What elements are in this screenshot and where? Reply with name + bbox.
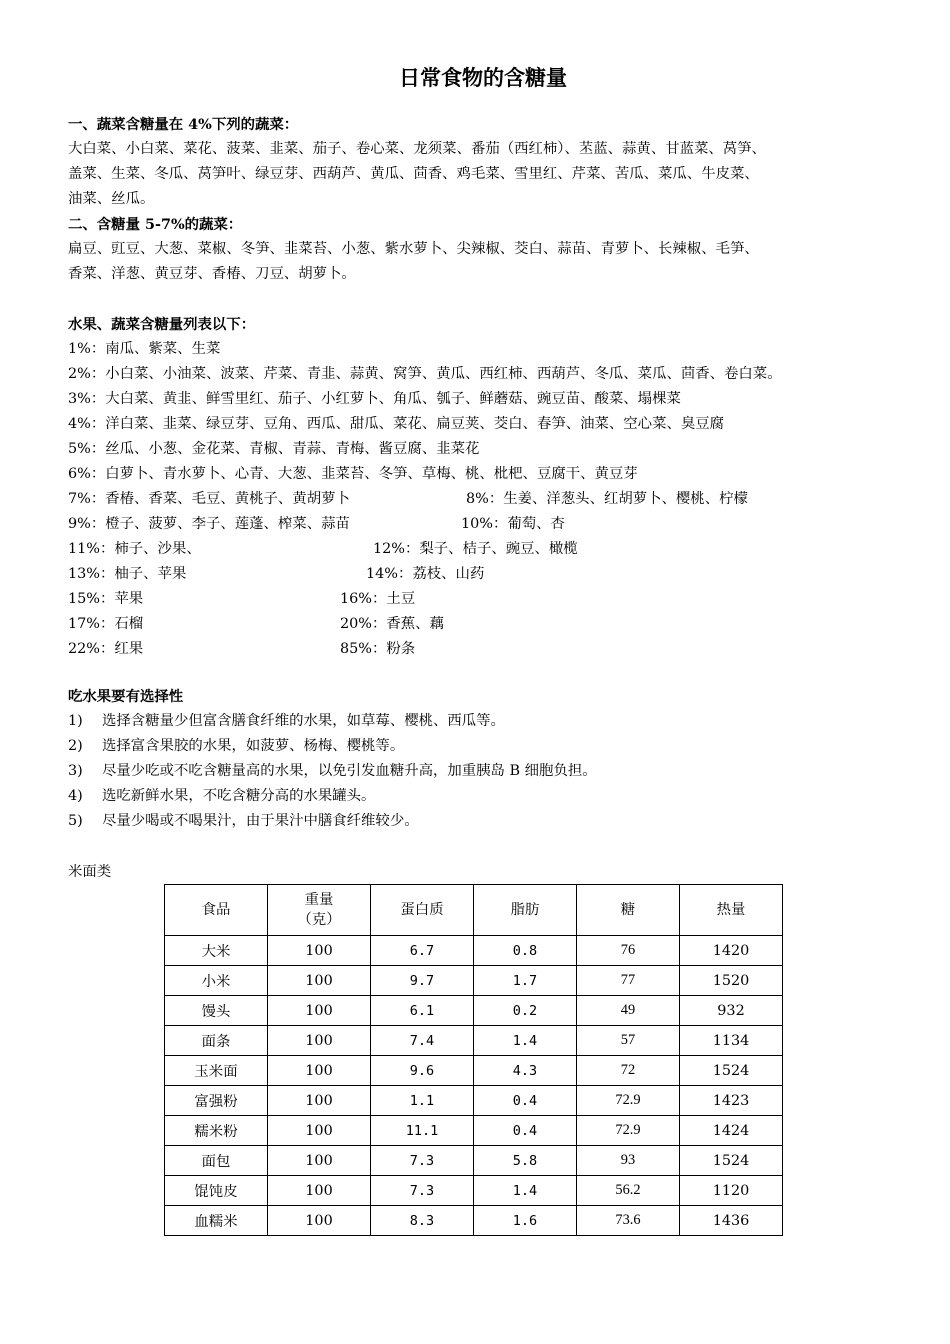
table-row xyxy=(165,1206,783,1236)
section-heading: 水果、蔬菜含糖量列表以下： xyxy=(68,316,256,333)
text-line: 大白菜、小白菜、菜花、菠菜、韭菜、茄子、卷心菜、龙须菜、番茄（西红柿）、苤蓝、蒜黄、甘蓝菜、莴笋、 xyxy=(68,141,766,157)
food-name-cell: 血糯米 xyxy=(165,1206,268,1236)
list-number: 3) xyxy=(68,763,83,779)
protein-cell: 7.3 xyxy=(371,1176,474,1206)
table-row xyxy=(165,1116,783,1146)
fat-cell: 0.4 xyxy=(474,1116,577,1146)
list-text: 尽量少吃或不吃含糖量高的水果，以免引发血糖升高，加重胰岛 B 细胞负担。 xyxy=(102,763,597,779)
sugar-pair-right: 8%：生姜、洋葱头、红胡萝卜、樱桃、柠檬 xyxy=(466,491,748,507)
fat-cell: 4.3 xyxy=(474,1056,577,1086)
food-name-cell: 大米 xyxy=(165,936,268,966)
table-row xyxy=(165,1176,783,1206)
sugar-line: 1%：南瓜、紫菜、生菜 xyxy=(68,341,221,357)
column-header-calories: 热量 xyxy=(680,885,783,936)
table-row xyxy=(165,1086,783,1116)
column-header-food: 食品 xyxy=(165,885,268,936)
protein-cell: 7.4 xyxy=(371,1026,474,1056)
fat-cell: 1.6 xyxy=(474,1206,577,1236)
list-number: 5) xyxy=(68,813,83,829)
sugar-pair-left: 13%：柚子、苹果 xyxy=(68,566,187,582)
list-item xyxy=(68,809,898,834)
list-number: 1) xyxy=(68,713,83,729)
table-row xyxy=(165,936,783,966)
protein-cell: 11.1 xyxy=(371,1116,474,1146)
list-item xyxy=(68,734,898,759)
sugar-line: 3%：大白菜、黄韭、鲜雪里红、茄子、小红萝卜、角瓜、瓠子、鲜蘑菇、豌豆苗、酸菜、塌棵菜 xyxy=(68,391,681,407)
sugar-pair-right: 14%：荔枝、山药 xyxy=(366,566,485,582)
weight-cell: 100 xyxy=(268,936,371,966)
food-name-cell: 馒头 xyxy=(165,996,268,1026)
weight-cell: 100 xyxy=(268,1056,371,1086)
weight-cell: 100 xyxy=(268,1026,371,1056)
sugar-line: 2%：小白菜、小油菜、波菜、芹菜、青韭、蒜黄、窝笋、黄瓜、西红柿、西葫芦、冬瓜、菜瓜、茴香、卷白菜。 xyxy=(68,366,782,382)
column-header-sugar: 糖 xyxy=(577,885,680,936)
calories-cell: 1134 xyxy=(680,1026,783,1056)
table-header-row xyxy=(165,885,783,936)
nutrition-table xyxy=(164,884,783,1236)
fat-cell: 1.7 xyxy=(474,966,577,996)
list-text: 选择富含果胶的水果，如菠萝、杨梅、樱桃等。 xyxy=(102,738,405,754)
protein-cell: 1.1 xyxy=(371,1086,474,1116)
fat-cell: 0.2 xyxy=(474,996,577,1026)
text-line: 扁豆、豇豆、大葱、菜椒、冬笋、韭菜苔、小葱、紫水萝卜、尖辣椒、茭白、蒜苗、青萝卜、长辣椒、毛笋、 xyxy=(68,241,759,257)
calories-cell: 1520 xyxy=(680,966,783,996)
sugar-cell: 49 xyxy=(577,996,680,1026)
list-item xyxy=(68,709,898,734)
sugar-pair-right: 12%：梨子、桔子、豌豆、橄榄 xyxy=(373,541,578,557)
calories-cell: 1524 xyxy=(680,1056,783,1086)
sugar-line: 4%：洋白菜、韭菜、绿豆芽、豆角、西瓜、甜瓜、菜花、扁豆荚、茭白、春笋、油菜、空心菜、臭豆腐 xyxy=(68,416,725,432)
weight-cell: 100 xyxy=(268,1086,371,1116)
sugar-cell: 76 xyxy=(577,936,680,966)
sugar-pair-right: 85%：粉条 xyxy=(340,641,416,657)
sugar-pair-right: 10%：葡萄、杏 xyxy=(461,516,565,532)
section-fruit-tips xyxy=(68,684,898,834)
weight-cell: 100 xyxy=(268,1206,371,1236)
fat-cell: 5.8 xyxy=(474,1146,577,1176)
sugar-cell: 77 xyxy=(577,966,680,996)
sugar-cell: 72.9 xyxy=(577,1116,680,1146)
sugar-pair-left: 9%：橙子、菠萝、李子、莲蓬、榨菜、蒜苗 xyxy=(68,516,350,532)
sugar-line: 6%：白萝卜、青水萝卜、心青、大葱、韭菜苔、冬笋、草梅、桃、枇杷、豆腐干、黄豆芽 xyxy=(68,466,638,482)
sugar-pair-row xyxy=(68,512,898,537)
sugar-cell: 56.2 xyxy=(577,1176,680,1206)
sugar-pair-left: 15%：苹果 xyxy=(68,591,144,607)
sugar-pair-row xyxy=(68,562,898,587)
column-header-fat: 脂肪 xyxy=(474,885,577,936)
table-row xyxy=(165,1056,783,1086)
food-name-cell: 小米 xyxy=(165,966,268,996)
fat-cell: 0.8 xyxy=(474,936,577,966)
weight-header-text: 重量 （克） xyxy=(297,892,341,928)
column-header-weight xyxy=(268,885,371,936)
weight-cell: 100 xyxy=(268,1176,371,1206)
list-number: 4) xyxy=(68,788,83,804)
sugar-cell: 93 xyxy=(577,1146,680,1176)
calories-cell: 932 xyxy=(680,996,783,1026)
sugar-pair-left: 7%：香椿、香菜、毛豆、黄桃子、黄胡萝卜 xyxy=(68,491,350,507)
sugar-cell: 72.9 xyxy=(577,1086,680,1116)
sugar-pair-row xyxy=(68,537,898,562)
weight-cell: 100 xyxy=(268,1116,371,1146)
food-name-cell: 玉米面 xyxy=(165,1056,268,1086)
weight-cell: 100 xyxy=(268,966,371,996)
fat-cell: 0.4 xyxy=(474,1086,577,1116)
calories-cell: 1120 xyxy=(680,1176,783,1206)
calories-cell: 1420 xyxy=(680,936,783,966)
section-low-sugar-vegetables xyxy=(68,112,898,287)
table-body xyxy=(165,936,783,1236)
page-title: 日常食物的含糖量 xyxy=(399,66,567,90)
protein-cell: 9.6 xyxy=(371,1056,474,1086)
calories-cell: 1424 xyxy=(680,1116,783,1146)
fat-cell: 1.4 xyxy=(474,1026,577,1056)
list-item xyxy=(68,759,898,784)
table-row xyxy=(165,966,783,996)
sugar-pair-row xyxy=(68,612,898,637)
sugar-pair-left: 11%：柿子、沙果、 xyxy=(68,541,201,557)
table-row xyxy=(165,1146,783,1176)
text-line: 油菜、丝瓜。 xyxy=(68,191,155,207)
table-row xyxy=(165,996,783,1026)
list-text: 选吃新鲜水果，不吃含糖分高的水果罐头。 xyxy=(102,788,376,804)
sugar-pair-right: 20%：香蕉、藕 xyxy=(340,616,444,632)
protein-cell: 9.7 xyxy=(371,966,474,996)
calories-cell: 1524 xyxy=(680,1146,783,1176)
list-text: 尽量少喝或不喝果汁，由于果汁中膳食纤维较少。 xyxy=(102,813,419,829)
weight-cell: 100 xyxy=(268,1146,371,1176)
text-line: 盖菜、生菜、冬瓜、莴笋叶、绿豆芽、西葫芦、黄瓜、茴香、鸡毛菜、雪里红、芹菜、苦瓜、菜瓜、牛皮菜、 xyxy=(68,166,759,182)
calories-cell: 1436 xyxy=(680,1206,783,1236)
protein-cell: 6.1 xyxy=(371,996,474,1026)
sugar-pair-left: 22%：红果 xyxy=(68,641,144,657)
food-name-cell: 富强粉 xyxy=(165,1086,268,1116)
sugar-pair-row xyxy=(68,487,898,512)
section-heading: 一、蔬菜含糖量在 4%下列的蔬菜： xyxy=(68,116,299,133)
food-name-cell: 面包 xyxy=(165,1146,268,1176)
sugar-pair-row xyxy=(68,587,898,612)
section-sugar-list xyxy=(68,312,898,662)
protein-cell: 8.3 xyxy=(371,1206,474,1236)
protein-cell: 7.3 xyxy=(371,1146,474,1176)
sugar-pair-left: 17%：石榴 xyxy=(68,616,144,632)
list-number: 2) xyxy=(68,738,83,754)
protein-cell: 6.7 xyxy=(371,936,474,966)
sugar-cell: 73.6 xyxy=(577,1206,680,1236)
weight-cell: 100 xyxy=(268,996,371,1026)
sugar-pair-right: 16%：土豆 xyxy=(340,591,416,607)
list-text: 选择含糖量少但富含膳食纤维的水果，如草莓、樱桃、西瓜等。 xyxy=(102,713,505,729)
sugar-cell: 72 xyxy=(577,1056,680,1086)
calories-cell: 1423 xyxy=(680,1086,783,1116)
section-heading: 吃水果要有选择性 xyxy=(68,688,184,705)
section-heading: 二、含糖量 5-7%的蔬菜： xyxy=(68,216,243,233)
food-name-cell: 糯米粉 xyxy=(165,1116,268,1146)
food-name-cell: 馄饨皮 xyxy=(165,1176,268,1206)
text-line: 香菜、洋葱、黄豆芽、香椿、刀豆、胡萝卜。 xyxy=(68,266,356,282)
fat-cell: 1.4 xyxy=(474,1176,577,1206)
table-label: 米面类 xyxy=(68,864,112,880)
food-name-cell: 面条 xyxy=(165,1026,268,1056)
sugar-cell: 57 xyxy=(577,1026,680,1056)
column-header-protein: 蛋白质 xyxy=(371,885,474,936)
sugar-line: 5%：丝瓜、小葱、金花菜、青椒、青蒜、青梅、酱豆腐、韭菜花 xyxy=(68,441,480,457)
sugar-pair-row xyxy=(68,637,898,662)
list-item xyxy=(68,784,898,809)
table-row xyxy=(165,1026,783,1056)
